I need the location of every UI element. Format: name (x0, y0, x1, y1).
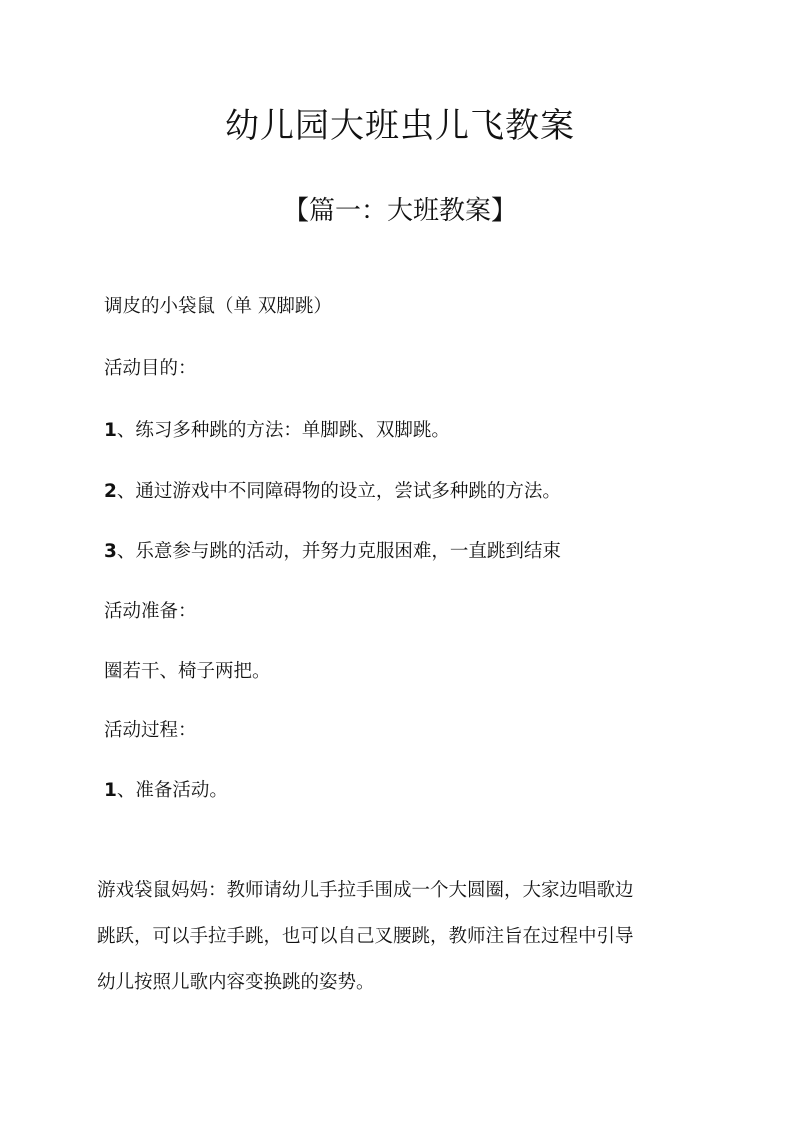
process-step (104, 776, 228, 802)
paragraph-line: 幼儿按照儿歌内容变换跳的姿势。 (97, 972, 375, 993)
objective-number: 1 (104, 420, 117, 441)
paragraph-line: 跳跃，可以手拉手跳，也可以自己叉腰跳，教师注旨在过程中引导 (97, 926, 634, 947)
objective-item (104, 416, 450, 442)
objective-number: 2 (104, 481, 117, 502)
process-step-number: 1 (104, 780, 117, 801)
section-subtitle: 【篇一：大班教案】 (282, 196, 517, 226)
process-step-text: 、准备活动。 (116, 780, 228, 801)
process-heading: 活动过程： (104, 720, 197, 741)
document-title: 幼儿园大班虫儿飞教案 (225, 106, 575, 146)
objective-text: 、乐意参与跳的活动，并努力克服困难，一直跳到结束 (116, 541, 561, 562)
game-paragraph (97, 868, 697, 1006)
preparation-heading: 活动准备： (104, 601, 197, 622)
lesson-name: 调皮的小袋鼠（单 双脚跳） (104, 296, 332, 317)
objective-item (104, 477, 561, 503)
objective-text: 、通过游戏中不同障碍物的设立，尝试多种跳的方法。 (116, 481, 561, 502)
objective-number: 3 (104, 541, 117, 562)
objective-text: 、练习多种跳的方法：单脚跳、双脚跳。 (116, 420, 450, 441)
preparation-text: 圈若干、椅子两把。 (104, 661, 271, 682)
paragraph-line: 游戏袋鼠妈妈：教师请幼儿手拉手围成一个大圆圈，大家边唱歌边 (97, 880, 634, 901)
objectives-heading: 活动目的： (104, 358, 197, 379)
objective-item (104, 537, 561, 563)
